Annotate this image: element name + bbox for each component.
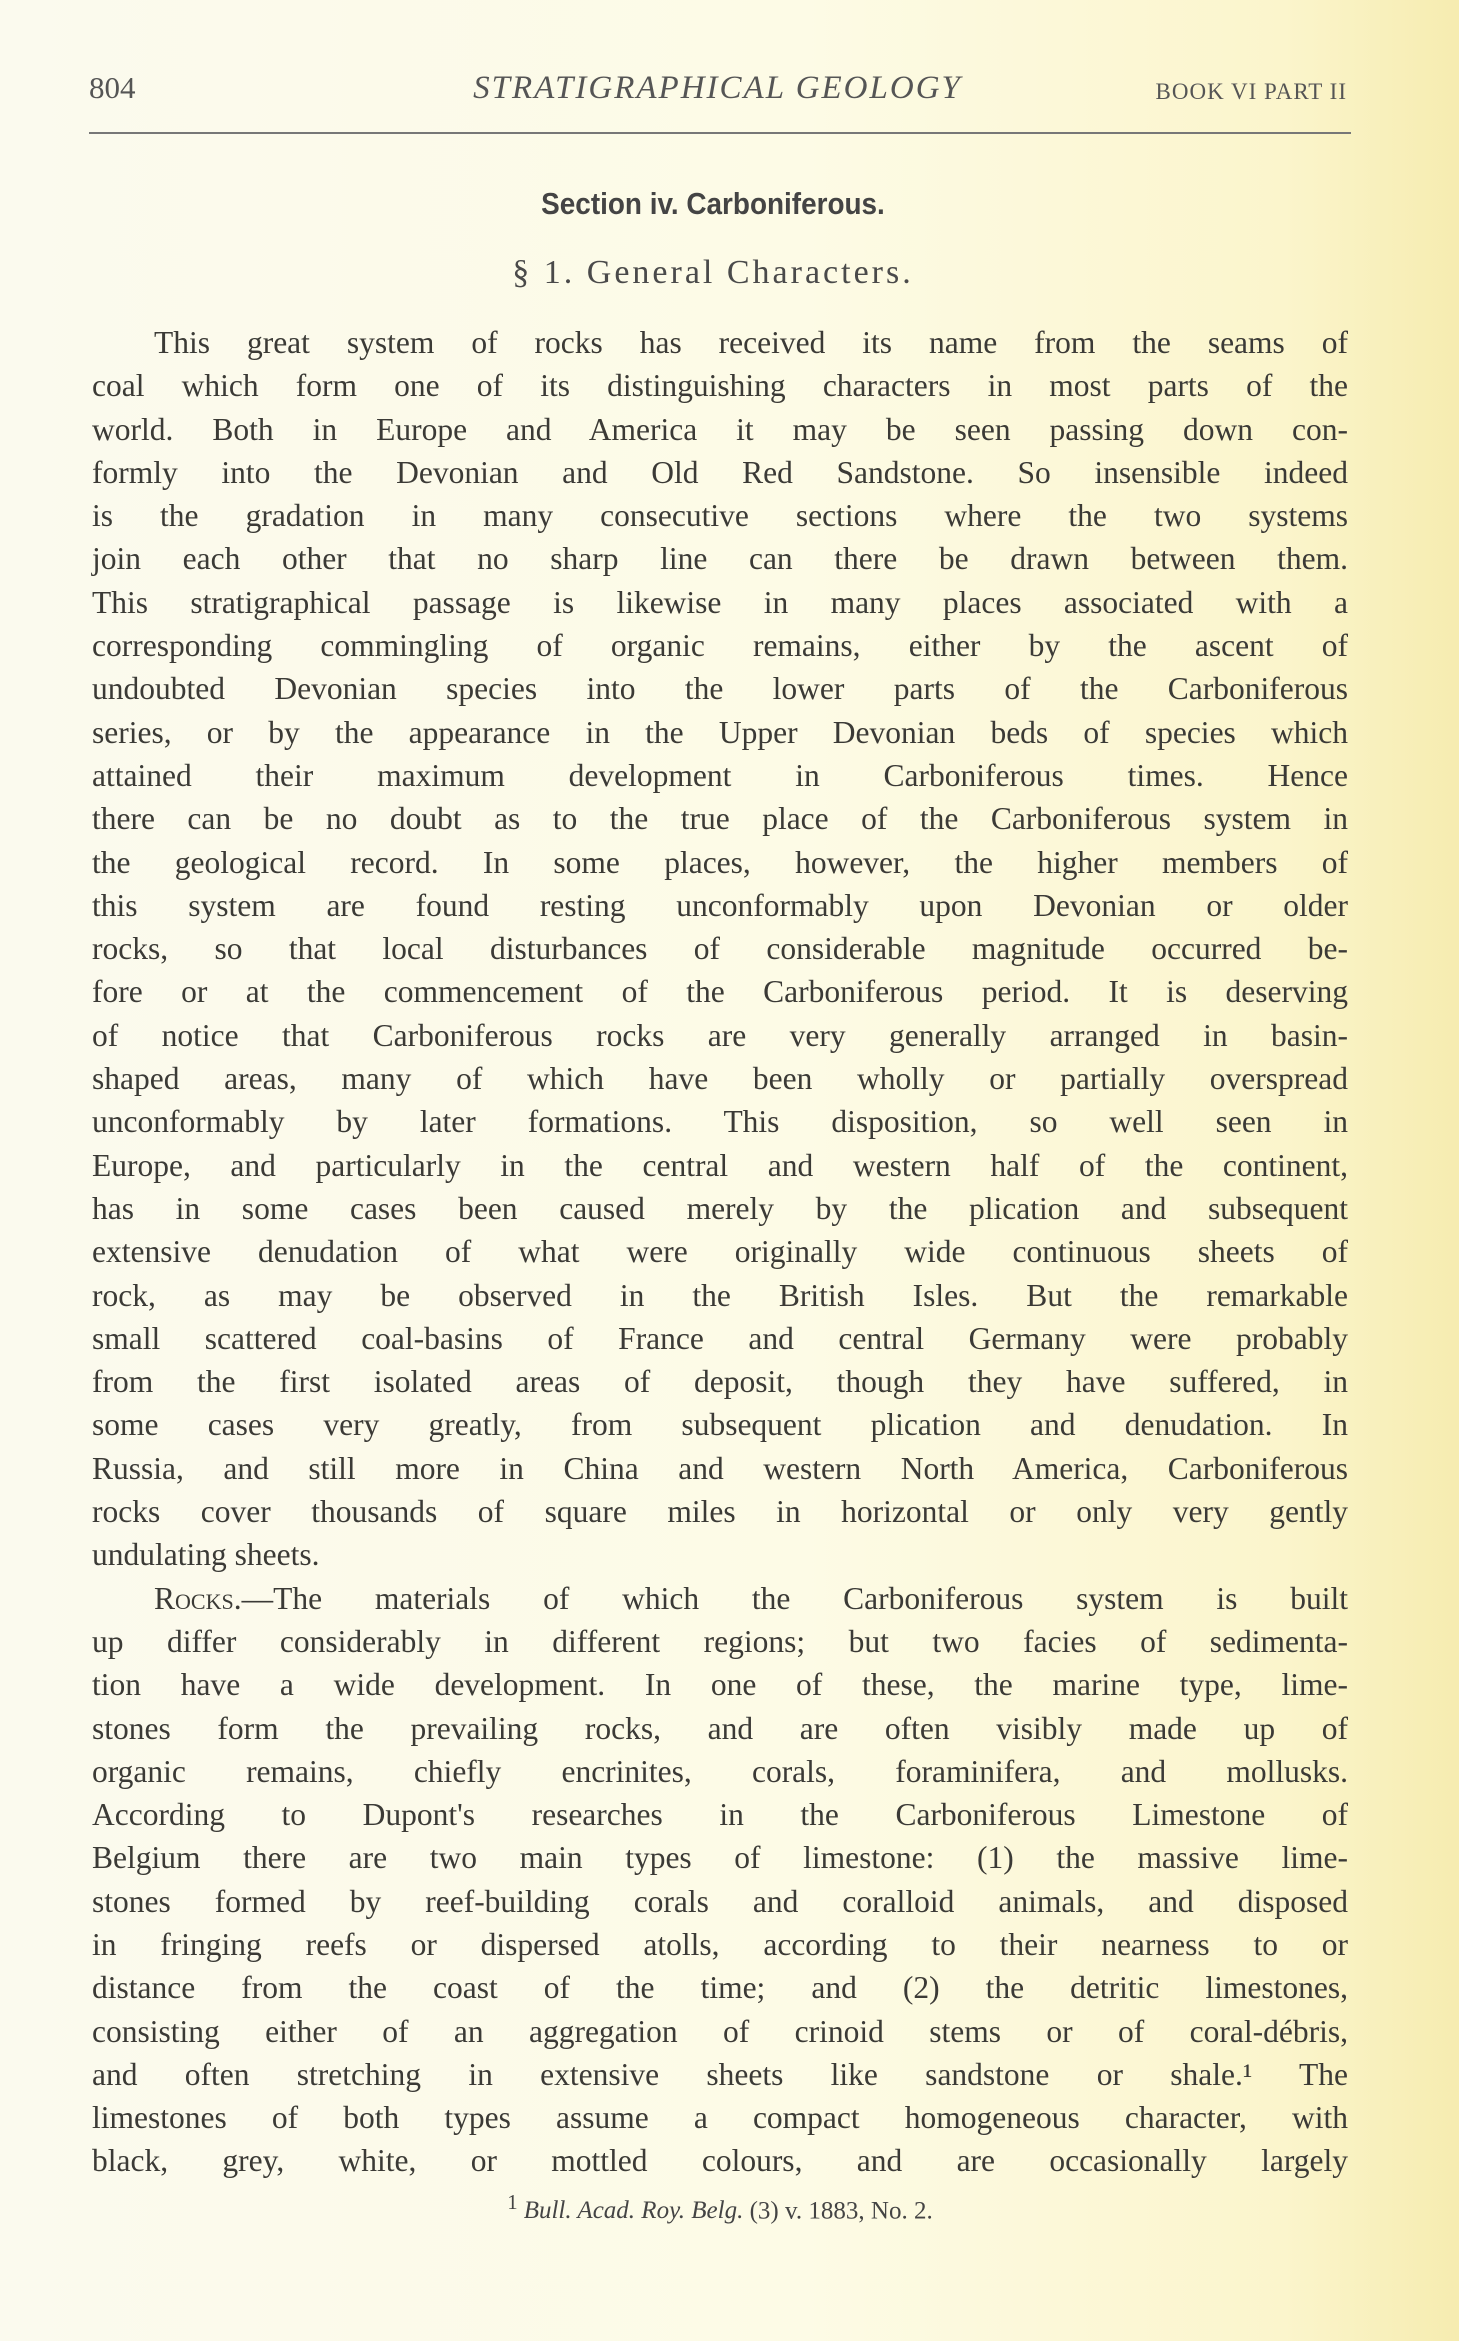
line-text: —The materials of which the Carboniferous system is built: [241, 1580, 1348, 1616]
text-line: [92, 451, 1348, 494]
text-line: [92, 2139, 1348, 2182]
text-line: [92, 884, 1348, 927]
line-text: attained their maximum development in Carboniferous times. Hence: [92, 757, 1348, 793]
line-text: stones form the prevailing rocks, and are often visibly made up of: [92, 1710, 1348, 1746]
text-line: [92, 1100, 1348, 1143]
line-text: This great system of rocks has received its name from the seams of: [154, 325, 1348, 360]
line-text: Europe, and particularly in the central and western half of the continent,: [92, 1147, 1348, 1183]
text-line: [92, 1620, 1348, 1663]
paragraph-lead: Rocks.: [154, 1580, 242, 1616]
text-line: [92, 1230, 1348, 1273]
text-line: [92, 1490, 1348, 1533]
line-text: has in some cases been caused merely by the plication and subsequent: [92, 1190, 1348, 1226]
line-text: organic remains, chiefly encrinites, corals, foraminifera, and mollusks.: [92, 1753, 1348, 1789]
line-text: of notice that Carboniferous rocks are very generally arranged in basin-: [92, 1017, 1348, 1053]
text-line: [92, 2010, 1348, 2053]
line-text: black, grey, white, or mottled colours, and are occasionally largely: [92, 2143, 1348, 2179]
section-title: Section iv. Carboniferous.: [541, 186, 885, 221]
text-line: [92, 1057, 1348, 1100]
line-text: the geological record. In some places, however, the higher members of: [92, 844, 1348, 880]
text-line: [92, 1360, 1348, 1403]
running-title: STRATIGRAPHICAL GEOLOGY: [473, 70, 962, 106]
body-text: [92, 321, 1348, 2183]
text-line: [92, 711, 1348, 754]
text-line: [92, 537, 1348, 580]
text-line: [92, 841, 1348, 884]
line-text: rocks, so that local disturbances of considerable magnitude occurred be-: [92, 931, 1348, 967]
text-line: [92, 1187, 1348, 1230]
line-text: this system are found resting unconformably upon Devonian or older: [92, 887, 1348, 923]
footnote-marker: 1: [507, 2190, 518, 2214]
line-text: and often stretching in extensive sheets like sandstone or shale.¹ The: [92, 2056, 1348, 2092]
book-part: BOOK VI PART II: [1155, 79, 1347, 104]
line-text: from the first isolated areas of deposit, though they have suffered, in: [92, 1364, 1348, 1400]
text-line: [92, 1403, 1348, 1446]
text-line: [92, 667, 1348, 710]
text-line: [92, 1317, 1348, 1360]
line-text: coal which form one of its distinguishing characters in most parts of the: [92, 368, 1348, 404]
text-line: [92, 494, 1348, 537]
text-line: [92, 321, 1348, 364]
text-line: [92, 2096, 1348, 2139]
line-text: rock, as may be observed in the British Isles. But the remarkable: [92, 1277, 1348, 1313]
text-line: [92, 408, 1348, 451]
text-line: [92, 797, 1348, 840]
text-line: [92, 1274, 1348, 1317]
text-line: [92, 754, 1348, 797]
text-line: [92, 1014, 1348, 1057]
line-text: up differ considerably in different regions; but two facies of sedimenta-: [92, 1623, 1348, 1659]
page-number: 804: [89, 70, 136, 105]
line-text: small scattered coal-basins of France and central Germany were probably: [92, 1320, 1348, 1356]
text-line: [92, 1533, 1348, 1576]
text-line: [92, 2053, 1348, 2096]
line-text: consisting either of an aggregation of crinoid stems or of coral-débris,: [92, 2013, 1348, 2049]
line-text: Belgium there are two main types of limestone: (1) the massive lime-: [92, 1840, 1348, 1876]
text-line: [92, 1707, 1348, 1750]
text-line: [92, 1750, 1348, 1793]
line-text: fore or at the commencement of the Carboniferous period. It is deserving: [92, 974, 1348, 1010]
text-line: [92, 1923, 1348, 1966]
line-text: limestones of both types assume a compact homogeneous character, with: [92, 2100, 1348, 2136]
text-line: [92, 581, 1348, 624]
line-text: According to Dupont's researches in the Carboniferous Limestone of: [92, 1797, 1348, 1833]
line-text: some cases very greatly, from subsequent plication and denudation. In: [92, 1407, 1348, 1443]
line-text: tion have a wide development. In one of these, the marine type, lime-: [92, 1667, 1348, 1703]
text-line: [92, 1793, 1348, 1836]
header-rule: [89, 132, 1351, 134]
text-line: [92, 1447, 1348, 1490]
line-text: in fringing reefs or dispersed atolls, according to their nearness to or: [92, 1926, 1348, 1962]
line-text: world. Both in Europe and America it may be seen passing down con-: [92, 411, 1348, 447]
subsection-title: § 1. General Characters.: [512, 254, 914, 291]
text-line: [92, 624, 1348, 667]
line-text: rocks cover thousands of square miles in horizontal or only very gently: [92, 1494, 1348, 1530]
line-text: distance from the coast of the time; and (2) the detritic limestones,: [92, 1970, 1348, 2006]
line-text: shaped areas, many of which have been wholly or partially overspread: [92, 1061, 1348, 1097]
line-text: stones formed by reef-building corals and coralloid animals, and disposed: [92, 1883, 1348, 1919]
footnote-source: Bull. Acad. Roy. Belg.: [523, 2197, 744, 2225]
line-text: join each other that no sharp line can there be drawn between them.: [92, 541, 1348, 577]
text-line: [92, 927, 1348, 970]
text-line: [92, 1144, 1348, 1187]
line-text: unconformably by later formations. This disposition, so well seen in: [92, 1104, 1348, 1140]
text-line: [92, 1663, 1348, 1706]
text-line: [92, 1577, 1348, 1620]
footnote-citation: (3) v. 1883, No. 2.: [749, 2197, 933, 2225]
line-text: is the gradation in many consecutive sections where the two systems: [92, 498, 1348, 534]
text-line: [92, 1836, 1348, 1879]
line-text: extensive denudation of what were originally wide continuous sheets of: [92, 1234, 1348, 1270]
line-text: This stratigraphical passage is likewise in many places associated with a: [92, 584, 1348, 620]
line-text: series, or by the appearance in the Upper Devonian beds of species which: [92, 714, 1348, 750]
line-text: Russia, and still more in China and western North America, Carboniferous: [92, 1450, 1348, 1486]
text-line: [92, 364, 1348, 407]
text-line: [92, 1966, 1348, 2009]
line-text: undoubted Devonian species into the lower parts of the Carboniferous: [92, 671, 1348, 707]
line-text: formly into the Devonian and Old Red Sandstone. So insensible indeed: [92, 454, 1348, 490]
text-line: [92, 1880, 1348, 1923]
line-text: there can be no doubt as to the true place of the Carboniferous system in: [92, 801, 1348, 837]
text-line: [92, 970, 1348, 1013]
line-text: corresponding commingling of organic remains, either by the ascent of: [92, 628, 1348, 664]
line-text: undulating sheets.: [92, 1537, 320, 1573]
footnote: [0, 2190, 1440, 2225]
